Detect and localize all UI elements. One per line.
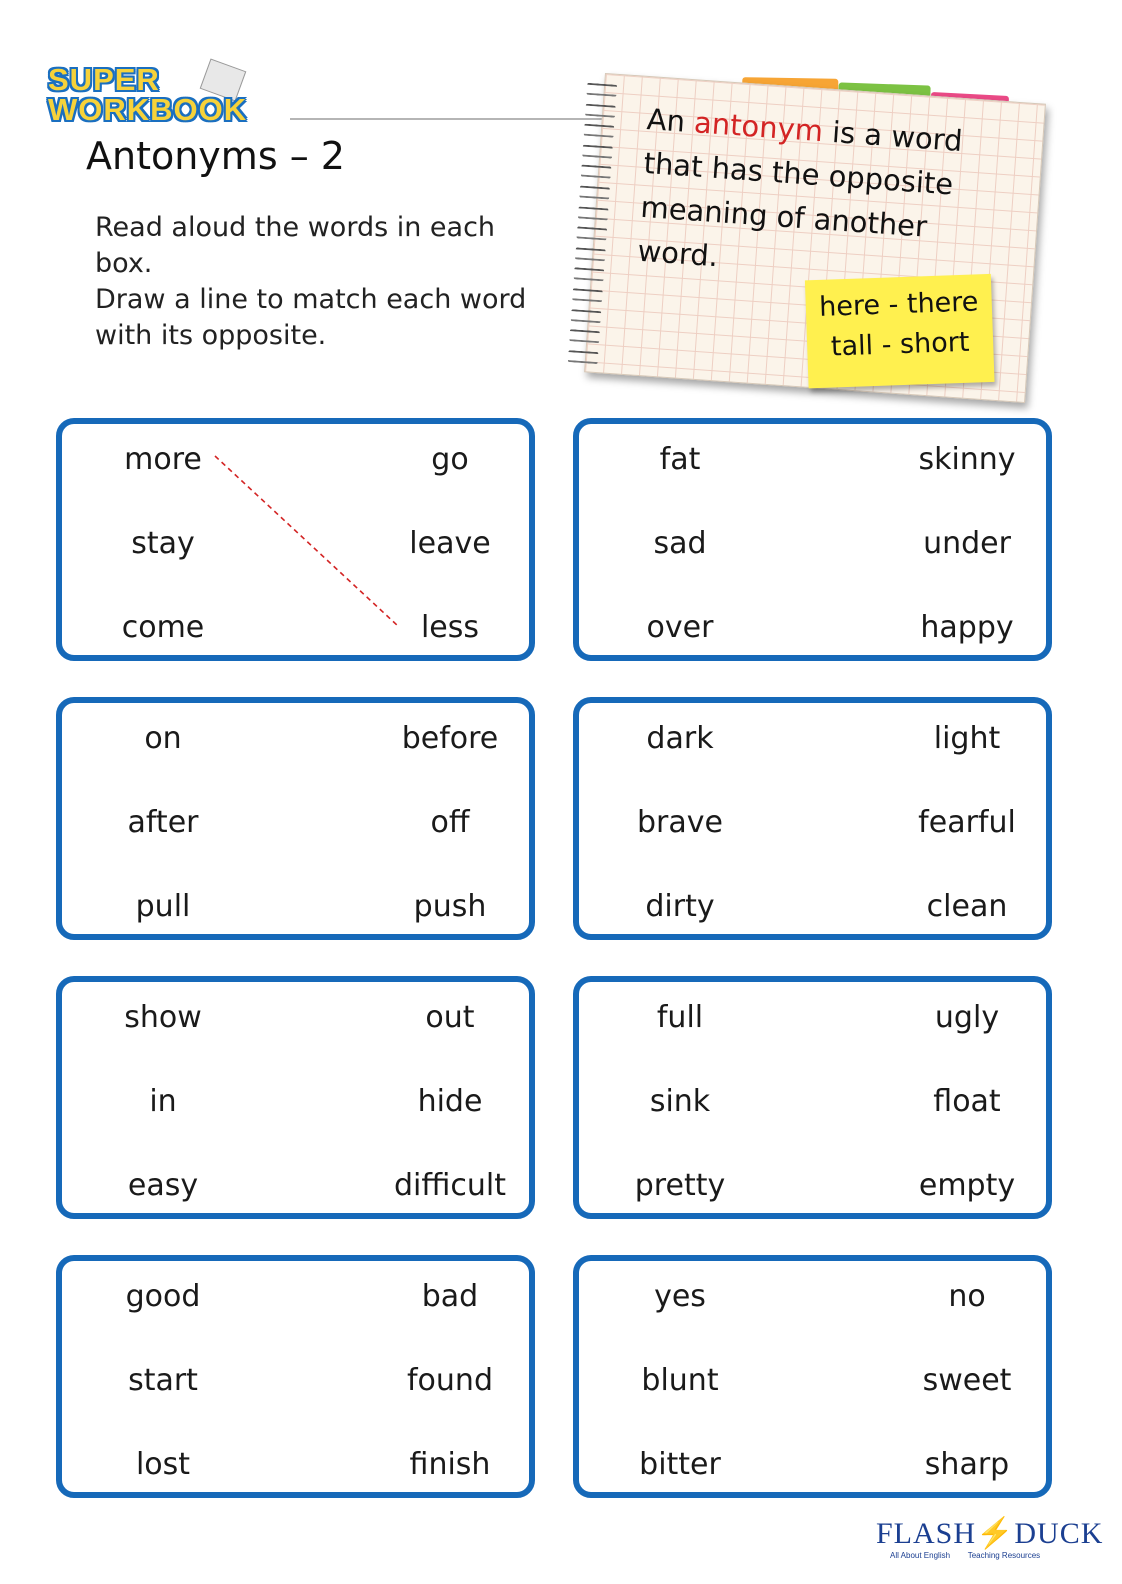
word-left[interactable]: good (125, 1279, 201, 1314)
word-right[interactable]: leave (409, 526, 491, 561)
word-left[interactable]: after (127, 805, 199, 840)
instruction-line: Read aloud the words in each (95, 212, 496, 243)
word-right[interactable]: off (430, 805, 470, 840)
word-left[interactable]: start (128, 1363, 198, 1398)
word-left[interactable]: pull (135, 889, 191, 924)
example-pair: here - there (818, 286, 979, 323)
brand-part-2: DUCK (1014, 1517, 1104, 1550)
word-right[interactable]: less (420, 610, 480, 645)
logo-line-2: WORKBOOK (48, 92, 248, 127)
word-right[interactable]: ugly (934, 1000, 1000, 1035)
word-right[interactable]: sweet (922, 1363, 1012, 1398)
word-right[interactable]: difficult (394, 1168, 506, 1203)
definition-keyword: antonym (693, 105, 825, 149)
word-right[interactable]: bad (421, 1279, 479, 1314)
word-left[interactable]: bitter (639, 1447, 721, 1482)
definition-prefix: An (645, 102, 687, 139)
word-left[interactable]: blunt (641, 1363, 719, 1398)
word-right[interactable]: found (407, 1363, 493, 1398)
instruction-line: Draw a line to match each word (95, 284, 527, 315)
flash-duck-logo (876, 1516, 1104, 1566)
word-left[interactable]: come (121, 610, 205, 645)
word-left[interactable]: brave (637, 805, 723, 840)
word-right[interactable]: hide (417, 1084, 483, 1119)
word-left[interactable]: on (144, 721, 182, 756)
word-left[interactable]: dirty (645, 889, 715, 924)
word-right[interactable]: light (933, 721, 1001, 756)
word-right[interactable]: before (401, 721, 499, 756)
word-left[interactable]: sad (653, 526, 707, 561)
tagline-left: All About English (890, 1551, 951, 1560)
word-right[interactable]: float (933, 1084, 1001, 1119)
spiral-binding (568, 83, 627, 365)
lightning-icon: ⚡ (976, 1517, 1015, 1550)
definition-rest: is a word (830, 114, 964, 159)
word-left[interactable]: stay (131, 526, 195, 561)
word-box (56, 976, 535, 1219)
word-right[interactable]: clean (926, 889, 1008, 924)
word-right[interactable]: skinny (918, 442, 1016, 477)
word-left[interactable]: show (124, 1000, 202, 1035)
instruction-line: with its opposite. (95, 320, 327, 351)
examples-sticky-note (805, 274, 995, 388)
word-right[interactable]: under (923, 526, 1011, 561)
word-left[interactable]: more (124, 442, 202, 477)
word-left[interactable]: dark (646, 721, 714, 756)
instructions (95, 210, 595, 354)
word-box (573, 1255, 1052, 1498)
word-left[interactable]: full (656, 1000, 704, 1035)
word-right[interactable]: sharp (924, 1447, 1010, 1482)
word-left[interactable]: easy (127, 1168, 199, 1203)
word-left[interactable]: sink (649, 1084, 711, 1119)
word-box (573, 976, 1052, 1219)
definition-line: word. (636, 233, 720, 274)
word-left[interactable]: over (646, 610, 714, 645)
word-right[interactable]: push (413, 889, 487, 924)
brand-tagline (890, 1551, 1040, 1560)
word-right[interactable]: empty (918, 1168, 1016, 1203)
word-box (573, 697, 1052, 940)
word-box (56, 697, 535, 940)
tagline-right: Teaching Resources (967, 1551, 1041, 1560)
word-right[interactable]: go (431, 442, 469, 477)
word-box (56, 1255, 535, 1498)
word-box (573, 418, 1052, 661)
word-right[interactable]: no (948, 1279, 986, 1314)
word-right[interactable]: happy (920, 610, 1014, 645)
word-left[interactable]: fat (659, 442, 701, 477)
word-left[interactable]: pretty (634, 1168, 726, 1203)
definition-line: meaning of another (639, 189, 929, 244)
brand-name (876, 1516, 1103, 1551)
word-right[interactable]: fearful (918, 805, 1016, 840)
definition-notebook (584, 73, 1046, 403)
word-box (56, 418, 535, 661)
word-left[interactable]: lost (135, 1447, 191, 1482)
word-right[interactable]: finish (409, 1447, 491, 1482)
word-left[interactable]: in (149, 1084, 177, 1119)
antonym-definition (636, 97, 1007, 298)
definition-line: that has the opposite (642, 145, 955, 202)
brand-part-1: FLASH (876, 1517, 977, 1550)
example-pair: tall - short (830, 326, 970, 363)
word-left[interactable]: yes (654, 1279, 706, 1314)
instruction-line: box. (95, 248, 153, 279)
word-right[interactable]: out (425, 1000, 475, 1035)
super-workbook-logo (46, 62, 286, 132)
page-title: Antonyms – 2 (86, 134, 345, 178)
logo-line-1: SUPER (48, 62, 160, 97)
